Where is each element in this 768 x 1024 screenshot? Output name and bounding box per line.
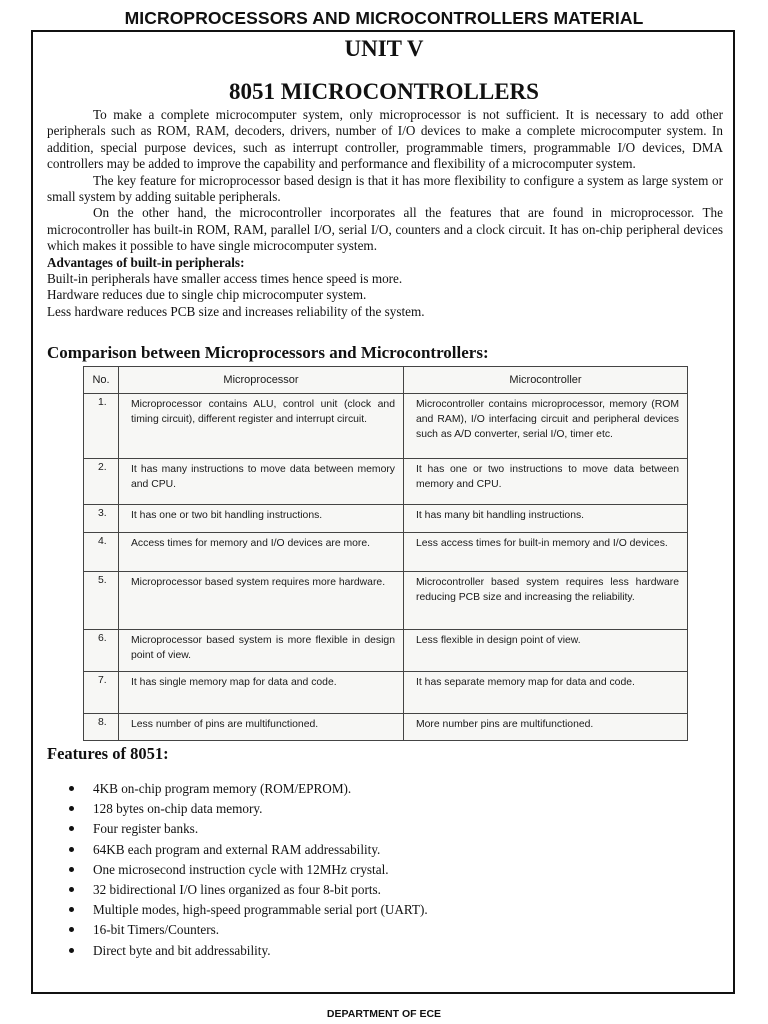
list-item [47, 861, 707, 881]
microcontroller-cell: Less flexible in design point of view. [404, 629, 688, 671]
microprocessor-cell: Microprocessor contains ALU, control unit (clock and timing circuit), different register and interrupt circuit. [119, 394, 404, 459]
list-item [47, 881, 707, 901]
advantage-item: Hardware reduces due to single chip microcomputer system. [47, 287, 367, 303]
microcontroller-cell: Less access times for built-in memory and I/O devices. [404, 533, 688, 572]
features-list [47, 780, 707, 962]
features-heading: Features of 8051: [47, 744, 169, 763]
microcontroller-cell: It has many bit handling instructions. [404, 505, 688, 533]
feature-text: 16-bit Timers/Counters. [93, 922, 220, 938]
column-header-microprocessor: Microprocessor [119, 367, 404, 394]
paragraph-1: To make a complete microcomputer system, only microprocessor is not sufficient. It is necessary to add other peripherals such as ROM, RAM, decoders, drivers, number of I/O devices to make a complete microcomputer system. In addition, special purpose devices, such as interrupt controller, programmable timers, programmable I/O devices, DMA controllers may be added to improve the capability and performance and flexibility of a microcomputer system. [47, 107, 723, 172]
bullet-icon [69, 847, 74, 852]
microcontroller-cell: It has one or two instructions to move data between memory and CPU. [404, 458, 688, 504]
list-item [47, 800, 707, 820]
advantage-item: Less hardware reduces PCB size and increases reliability of the system. [47, 303, 425, 319]
unit-title: UNIT V [344, 36, 424, 61]
list-item [47, 942, 707, 962]
microprocessor-cell: It has single memory map for data and code. [119, 671, 404, 713]
microcontroller-cell: It has separate memory map for data and code. [404, 671, 688, 713]
row-number: 6. [84, 629, 119, 671]
feature-text: Four register banks. [93, 821, 199, 837]
page-footer: DEPARTMENT OF ECE [326, 1008, 442, 1020]
column-header-microcontroller: Microcontroller [404, 367, 688, 394]
bullet-icon [69, 786, 74, 791]
table-row [84, 394, 688, 459]
row-number: 7. [84, 671, 119, 713]
table-row [84, 533, 688, 572]
feature-text: Multiple modes, high-speed programmable serial port (UART). [93, 902, 428, 918]
microprocessor-cell: Access times for memory and I/O devices are more. [119, 533, 404, 572]
column-header-no: No. [84, 367, 119, 394]
microcontroller-cell: Microcontroller based system requires less hardware reducing PCB size and increasing the reliability. [404, 572, 688, 630]
advantage-item: Built-in peripherals have smaller access times hence speed is more. [47, 271, 403, 287]
page-header: MICROPROCESSORS AND MICROCONTROLLERS MATERIAL [124, 8, 644, 28]
bullet-icon [69, 887, 74, 892]
feature-text: 4KB on-chip program memory (ROM/EPROM). [93, 781, 352, 796]
row-number: 1. [84, 394, 119, 459]
intro-text [47, 107, 723, 320]
microprocessor-cell: Less number of pins are multifunctioned. [119, 713, 404, 740]
feature-text: One microsecond instruction cycle with 12MHz crystal. [93, 861, 389, 877]
row-number: 2. [84, 458, 119, 504]
table-row [84, 458, 688, 504]
advantages-heading: Advantages of built-in peripherals: [47, 254, 245, 270]
bullet-icon [69, 806, 74, 811]
paragraph-2: The key feature for microprocessor based design is that it has more flexibility to configure a system as large system or small system by adding suitable peripherals. [47, 172, 723, 205]
table-header-row [84, 367, 688, 394]
microprocessor-cell: It has many instructions to move data between memory and CPU. [119, 458, 404, 504]
list-item [47, 921, 707, 941]
microprocessor-cell: It has one or two bit handling instructions. [119, 505, 404, 533]
microprocessor-cell: Microprocessor based system requires more hardware. [119, 572, 404, 630]
comparison-heading: Comparison between Microprocessors and Microcontrollers: [47, 343, 489, 362]
row-number: 8. [84, 713, 119, 740]
list-item [47, 901, 707, 921]
paragraph-3: On the other hand, the microcontroller incorporates all the features that are found in microprocessor. The microcontroller has built-in ROM, RAM, parallel I/O, serial I/O, counters and a clock circuit. It has on-chip peripheral devices which makes it possible to have single microcomputer system. [47, 205, 723, 254]
microcontroller-cell: Microcontroller contains microprocessor, memory (ROM and RAM), I/O interfacing circuit and peripheral devices such as A/D converter, serial I/O, timer etc. [404, 394, 688, 459]
row-number: 4. [84, 533, 119, 572]
table-row [84, 505, 688, 533]
bullet-icon [69, 927, 74, 932]
feature-text: 64KB each program and external RAM addressability. [93, 841, 381, 857]
comparison-table [83, 366, 688, 741]
row-number: 3. [84, 505, 119, 533]
bullet-icon [69, 948, 74, 953]
feature-text: Direct byte and bit addressability. [93, 942, 271, 958]
bullet-icon [69, 907, 74, 912]
feature-text: 128 bytes on-chip data memory. [93, 801, 263, 817]
chapter-title: 8051 MICROCONTROLLERS [229, 79, 539, 104]
feature-text: 32 bidirectional I/O lines organized as four 8-bit ports. [93, 881, 381, 897]
list-item [47, 780, 707, 800]
table-row [84, 713, 688, 740]
list-item [47, 841, 707, 861]
table-row [84, 629, 688, 671]
bullet-icon [69, 867, 74, 872]
bullet-icon [69, 826, 74, 831]
table-row [84, 572, 688, 630]
table-row [84, 671, 688, 713]
microcontroller-cell: More number pins are multifunctioned. [404, 713, 688, 740]
row-number: 5. [84, 572, 119, 630]
microprocessor-cell: Microprocessor based system is more flexible in design point of view. [119, 629, 404, 671]
list-item [47, 820, 707, 840]
